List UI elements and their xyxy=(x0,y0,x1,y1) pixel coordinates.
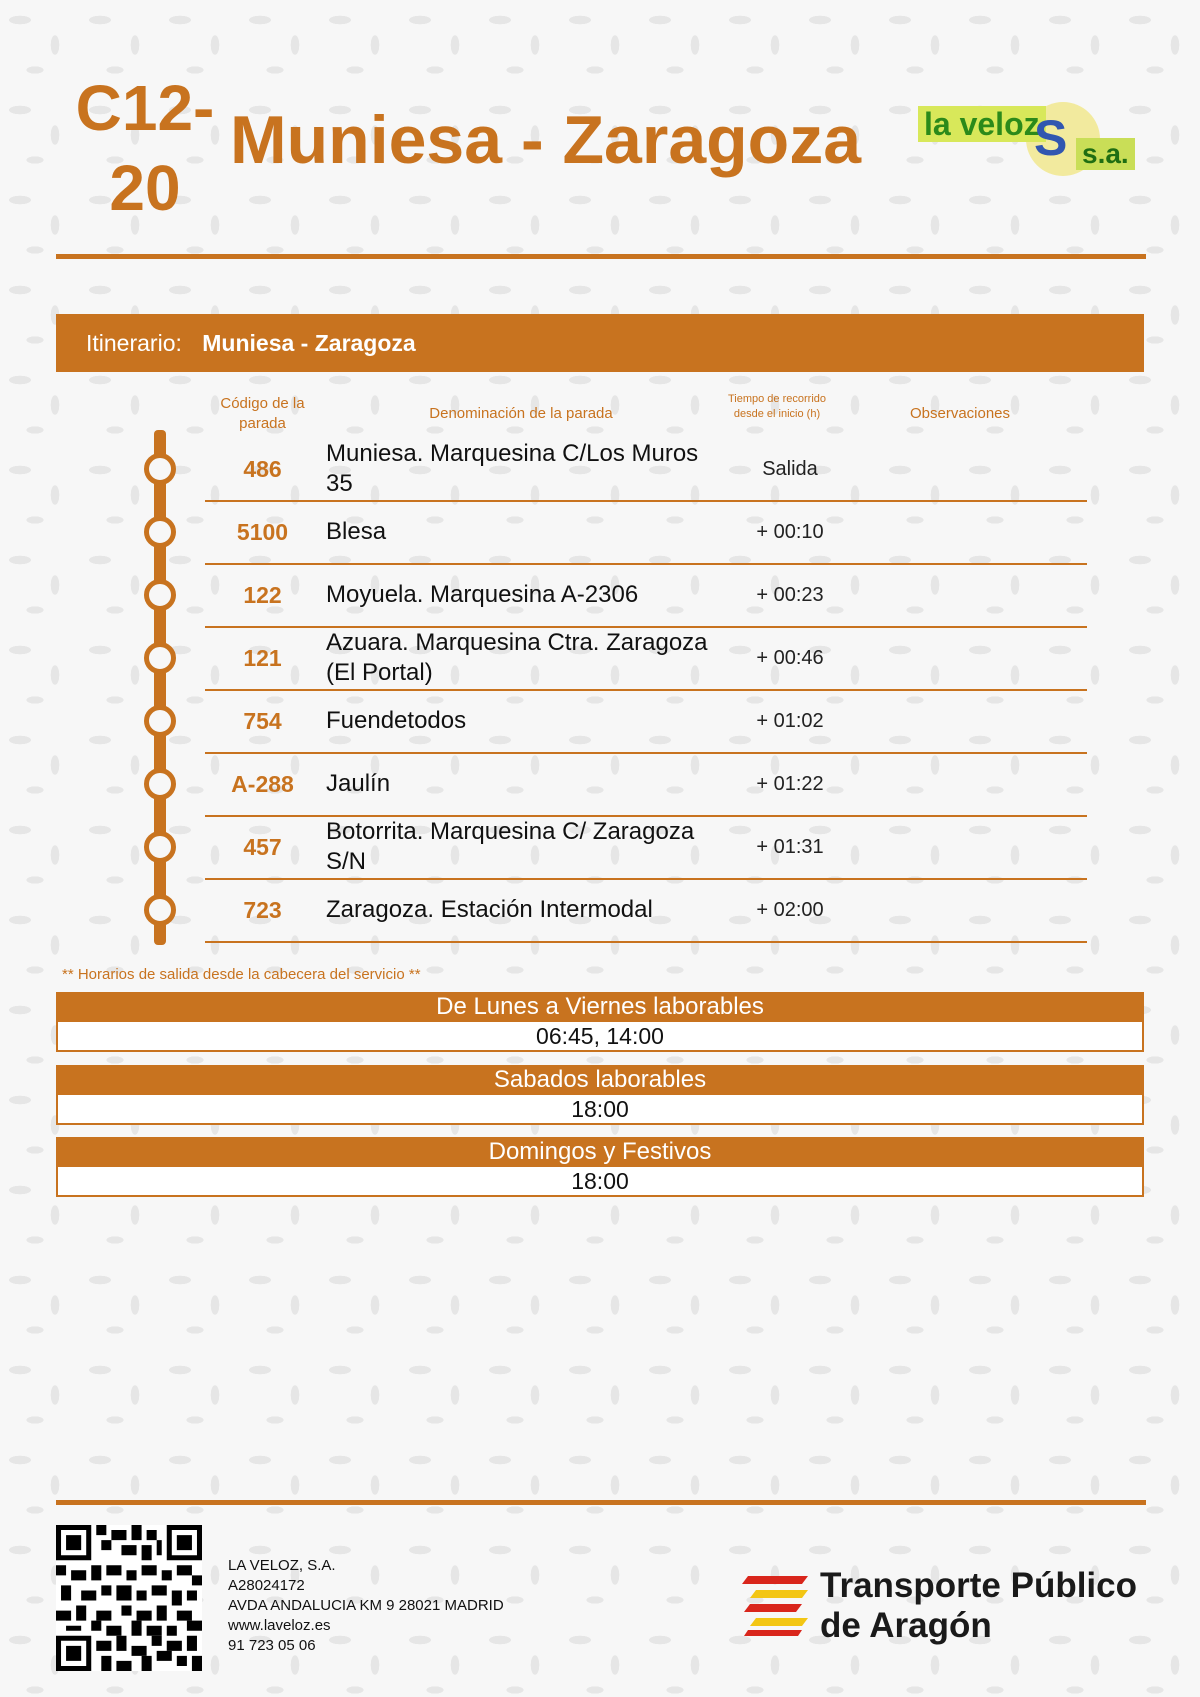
column-header-time: Tiempo de recorrido desde el inicio (h) xyxy=(727,393,827,420)
stop-time: + 00:23 xyxy=(756,583,824,606)
company-phone: 91 723 05 06 xyxy=(228,1637,316,1654)
stop-name: Muniesa. Marquesina C/Los Muros 35 xyxy=(326,440,699,497)
schedule-times-weekdays: 06:45, 14:00 xyxy=(56,1022,1144,1052)
itinerary-value: Muniesa - Zaragoza xyxy=(202,330,416,356)
route-code-line2: 20 xyxy=(109,152,181,224)
stop-code: A-288 xyxy=(231,770,294,797)
transporte-publico-aragon-logo xyxy=(820,1566,1137,1646)
stop-marker-icon xyxy=(144,453,176,485)
column-header-observations: Observaciones xyxy=(909,405,1011,422)
tpa-line1: Transporte Público xyxy=(820,1566,1137,1605)
stop-time: Salida xyxy=(762,457,818,480)
company-name: LA VELOZ, S.A. xyxy=(228,1557,336,1574)
header-divider xyxy=(56,254,1146,259)
stop-name: Fuendetodos xyxy=(326,707,467,734)
stop-row xyxy=(205,816,1087,880)
stop-name: Blesa xyxy=(326,518,387,545)
schedule-note: ** Horarios de salida desde la cabecera del servicio ** xyxy=(62,966,421,983)
stop-marker-icon xyxy=(144,705,176,737)
stop-time: + 02:00 xyxy=(756,898,824,921)
qr-code-icon xyxy=(56,1525,202,1671)
stop-code: 121 xyxy=(243,644,282,671)
stop-row xyxy=(205,879,1087,943)
footer-divider xyxy=(56,1500,1146,1505)
stop-name: Botorrita. Marquesina C/ Zaragoza S/N xyxy=(326,818,695,875)
stop-time: + 00:46 xyxy=(756,646,824,669)
stop-time: + 01:02 xyxy=(756,709,824,732)
stop-time: + 01:31 xyxy=(756,835,824,858)
logo-mark: S xyxy=(1034,110,1068,166)
stop-row xyxy=(205,627,1087,691)
stop-marker-icon xyxy=(144,516,176,548)
stop-code: 122 xyxy=(243,581,282,608)
stop-code: 723 xyxy=(243,896,282,923)
column-header-code: Código de la parada xyxy=(220,395,305,432)
itinerary-bar xyxy=(56,314,1144,372)
stop-row xyxy=(205,690,1087,754)
route-code xyxy=(60,68,230,228)
company-cif: A28024172 xyxy=(228,1577,305,1594)
schedule-title-saturdays: Sabados laborables xyxy=(56,1065,1144,1095)
stop-row xyxy=(205,753,1087,817)
column-header-name: Denominación de la parada xyxy=(429,405,613,422)
schedule-times-saturdays: 18:00 xyxy=(56,1095,1144,1125)
schedule-times-sundays: 18:00 xyxy=(56,1167,1144,1197)
company-info xyxy=(228,1556,504,1656)
schedule-title-sundays: Domingos y Festivos xyxy=(56,1137,1144,1167)
stop-marker-icon xyxy=(144,894,176,926)
stop-row xyxy=(205,501,1087,565)
logo-word: la veloz xyxy=(918,106,1046,142)
stop-name: Azuara. Marquesina Ctra. Zaragoza (El Portal) xyxy=(326,629,708,686)
qr-code[interactable] xyxy=(56,1525,202,1671)
stop-name: Zaragoza. Estación Intermodal xyxy=(326,896,653,923)
tpa-line2: de Aragón xyxy=(820,1606,992,1645)
stop-marker-icon xyxy=(144,831,176,863)
stop-time: + 00:10 xyxy=(756,520,824,543)
logo-suffix: s.a. xyxy=(1076,138,1135,170)
stop-name: Moyuela. Marquesina A-2306 xyxy=(326,581,639,608)
stop-marker-icon xyxy=(144,579,176,611)
company-website[interactable]: www.laveloz.es xyxy=(228,1617,331,1634)
route-timeline xyxy=(154,430,166,945)
stop-code: 457 xyxy=(243,833,282,860)
stop-code: 486 xyxy=(243,455,282,482)
route-code-line1: C12- xyxy=(75,72,215,144)
stop-marker-icon xyxy=(144,642,176,674)
stop-row xyxy=(205,438,1087,502)
company-address: AVDA ANDALUCIA KM 9 28021 MADRID xyxy=(228,1597,504,1614)
stop-marker-icon xyxy=(144,768,176,800)
stop-row xyxy=(205,564,1087,628)
page-title: Muniesa - Zaragoza xyxy=(230,102,862,178)
stop-code: 754 xyxy=(243,707,282,734)
stop-time: + 01:22 xyxy=(756,772,824,795)
stop-name: Jaulín xyxy=(326,770,391,797)
stop-code: 5100 xyxy=(236,518,289,545)
la-veloz-logo xyxy=(916,100,1142,178)
aragon-flag-icon xyxy=(742,1572,808,1638)
itinerary-label: Itinerario: xyxy=(86,330,182,356)
schedule-title-weekdays: De Lunes a Viernes laborables xyxy=(56,992,1144,1022)
